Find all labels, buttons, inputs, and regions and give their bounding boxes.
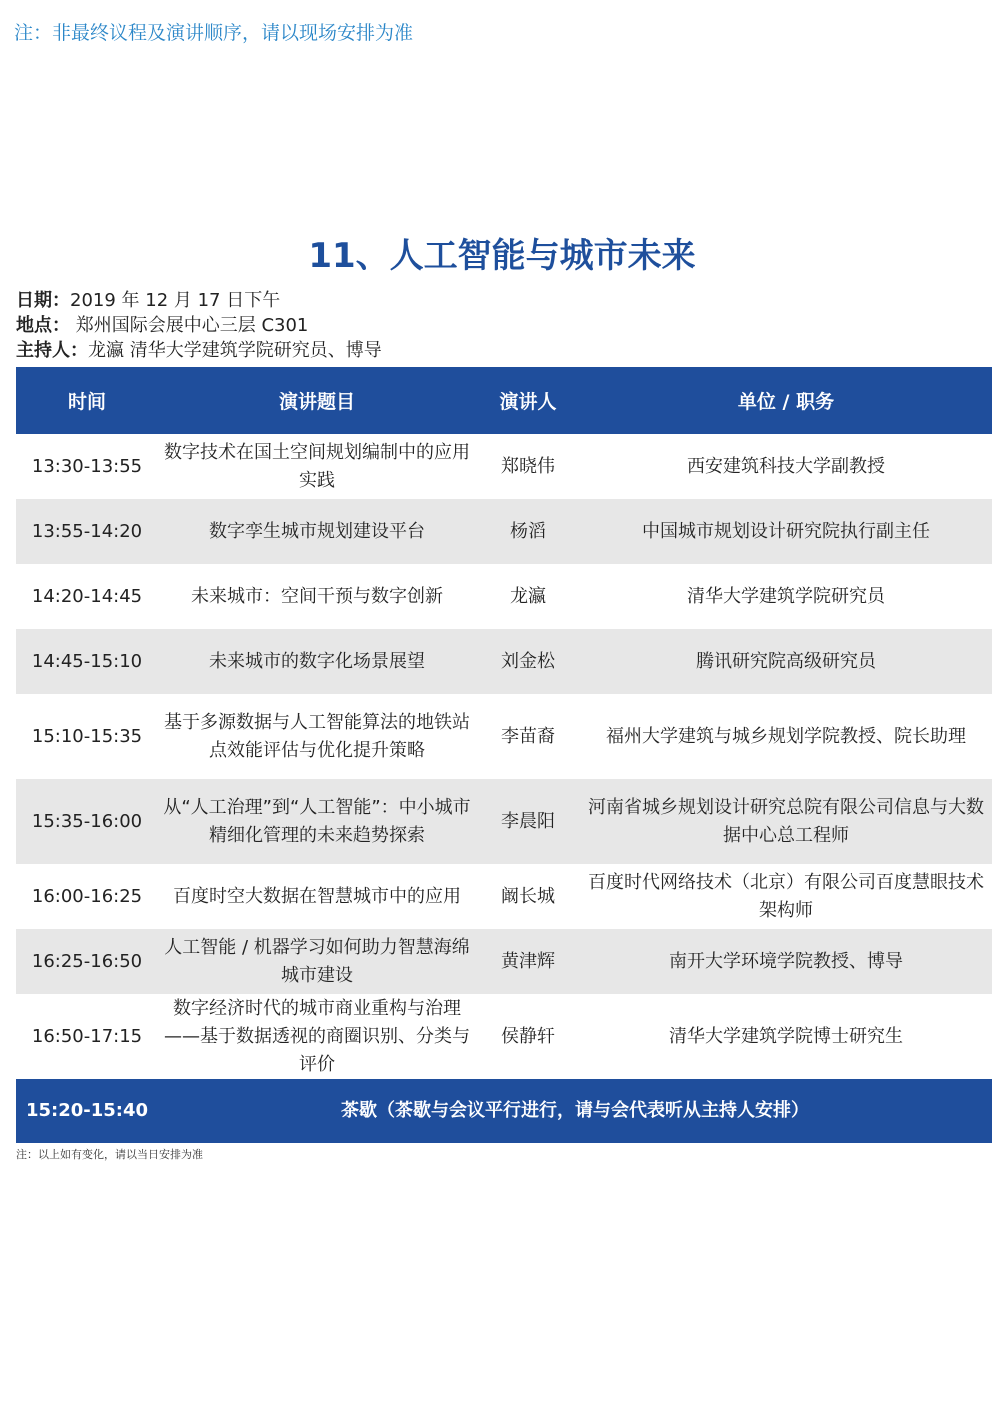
row-time: 14:45-15:10 bbox=[16, 629, 158, 694]
row-speaker: 侯静轩 bbox=[476, 994, 580, 1079]
row-topic: 未来城市：空间干预与数字创新 bbox=[158, 564, 476, 629]
row-topic: 数字经济时代的城市商业重构与治理——基于数据透视的商圈识别、分类与评价 bbox=[158, 994, 476, 1079]
host-line bbox=[16, 338, 382, 363]
place-value: 郑州国际会展中心三层 C301 bbox=[70, 315, 309, 336]
row-org: 南开大学环境学院教授、博导 bbox=[580, 929, 992, 994]
host-label: 主持人： bbox=[16, 340, 88, 361]
table-header-row bbox=[16, 367, 992, 434]
row-org: 清华大学建筑学院博士研究生 bbox=[580, 994, 992, 1079]
row-time: 16:25-16:50 bbox=[16, 929, 158, 994]
table-row bbox=[16, 434, 992, 499]
table-row bbox=[16, 779, 992, 864]
table-row bbox=[16, 629, 992, 694]
header-org: 单位 / 职务 bbox=[580, 367, 992, 434]
page-title: 11、人工智能与城市未来 bbox=[308, 236, 696, 276]
row-topic: 基于多源数据与人工智能算法的地铁站点效能评估与优化提升策略 bbox=[158, 694, 476, 779]
row-topic: 数字技术在国土空间规划编制中的应用实践 bbox=[158, 434, 476, 499]
host-value: 龙瀛 清华大学建筑学院研究员、博导 bbox=[88, 340, 382, 361]
row-time: 16:00-16:25 bbox=[16, 864, 158, 929]
row-time: 13:55-14:20 bbox=[16, 499, 158, 564]
row-org: 百度时代网络技术（北京）有限公司百度慧眼技术架构师 bbox=[580, 864, 992, 929]
row-speaker: 龙瀛 bbox=[476, 564, 580, 629]
row-speaker: 李苗裔 bbox=[476, 694, 580, 779]
table-row bbox=[16, 994, 992, 1079]
top-note: 注：非最终议程及演讲顺序，请以现场安排为准 bbox=[14, 22, 414, 44]
row-org: 西安建筑科技大学副教授 bbox=[580, 434, 992, 499]
row-org: 中国城市规划设计研究院执行副主任 bbox=[580, 499, 992, 564]
row-org: 河南省城乡规划设计研究总院有限公司信息与大数据中心总工程师 bbox=[580, 779, 992, 864]
date-value: 2019 年 12 月 17 日下午 bbox=[70, 290, 281, 311]
table-row bbox=[16, 564, 992, 629]
row-time: 16:50-17:15 bbox=[16, 994, 158, 1079]
row-speaker: 刘金松 bbox=[476, 629, 580, 694]
row-topic: 未来城市的数字化场景展望 bbox=[158, 629, 476, 694]
session-meta bbox=[16, 288, 382, 363]
row-speaker: 黄津辉 bbox=[476, 929, 580, 994]
row-time: 14:20-14:45 bbox=[16, 564, 158, 629]
date-line bbox=[16, 288, 382, 313]
agenda-table bbox=[16, 367, 992, 1143]
break-row bbox=[16, 1079, 992, 1143]
row-topic: 百度时空大数据在智慧城市中的应用 bbox=[158, 864, 476, 929]
table-row bbox=[16, 864, 992, 929]
row-speaker: 阚长城 bbox=[476, 864, 580, 929]
row-topic: 数字孪生城市规划建设平台 bbox=[158, 499, 476, 564]
table-row bbox=[16, 499, 992, 564]
header-speaker: 演讲人 bbox=[476, 367, 580, 434]
row-org: 清华大学建筑学院研究员 bbox=[580, 564, 992, 629]
table-row bbox=[16, 694, 992, 779]
bottom-note: 注：以上如有变化，请以当日安排为准 bbox=[16, 1148, 203, 1161]
place-label: 地点： bbox=[16, 315, 70, 336]
row-speaker: 郑晓伟 bbox=[476, 434, 580, 499]
row-speaker: 杨滔 bbox=[476, 499, 580, 564]
header-topic: 演讲题目 bbox=[158, 367, 476, 434]
break-text: 茶歇（茶歇与会议平行进行，请与会代表听从主持人安排） bbox=[158, 1079, 992, 1143]
row-org: 福州大学建筑与城乡规划学院教授、院长助理 bbox=[580, 694, 992, 779]
row-time: 15:10-15:35 bbox=[16, 694, 158, 779]
date-label: 日期： bbox=[16, 290, 70, 311]
row-time: 15:35-16:00 bbox=[16, 779, 158, 864]
row-topic: 人工智能 / 机器学习如何助力智慧海绵城市建设 bbox=[158, 929, 476, 994]
row-time: 13:30-13:55 bbox=[16, 434, 158, 499]
row-org: 腾讯研究院高级研究员 bbox=[580, 629, 992, 694]
header-time: 时间 bbox=[16, 367, 158, 434]
table-row bbox=[16, 929, 992, 994]
place-line bbox=[16, 313, 382, 338]
row-speaker: 李晨阳 bbox=[476, 779, 580, 864]
break-time: 15:20-15:40 bbox=[16, 1079, 158, 1143]
row-topic: 从“人工治理”到“人工智能”：中小城市精细化管理的未来趋势探索 bbox=[158, 779, 476, 864]
